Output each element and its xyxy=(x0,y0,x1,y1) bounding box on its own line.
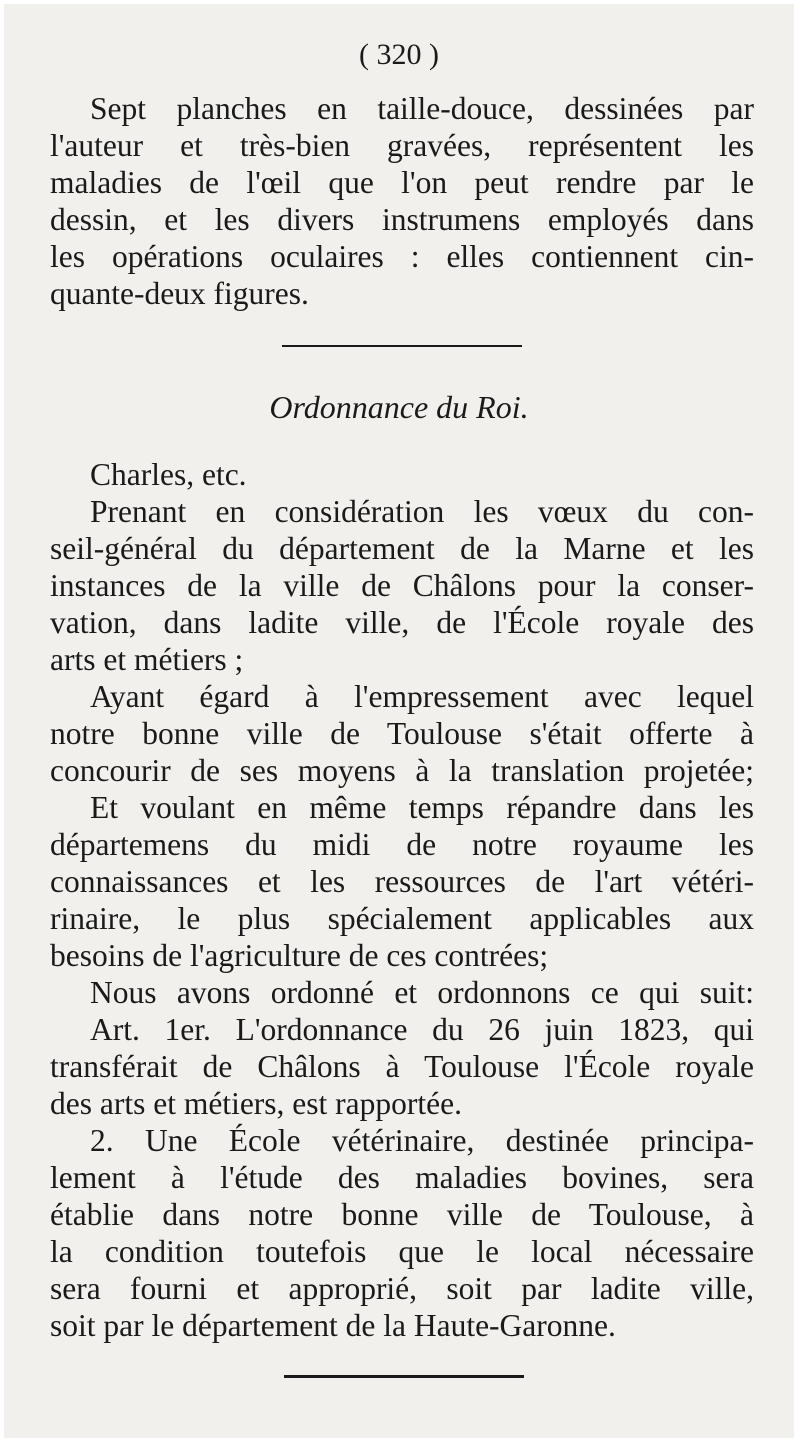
text-line: rinaire, le plus spécialement applicables aux xyxy=(50,901,754,936)
text-line: concourir de ses moyens à la translation projetée; xyxy=(50,753,754,788)
text-line: besoins de l'agriculture de ces contrées; xyxy=(50,938,549,973)
text-line: des arts et métiers, est rapportée. xyxy=(50,1086,462,1121)
text-line: maladies de l'œil que l'on peut rendre par le xyxy=(50,165,754,200)
text-line: connaissances et les ressources de l'art vétéri- xyxy=(50,864,754,899)
text-line: établie dans notre bonne ville de Toulouse, à xyxy=(50,1197,754,1232)
end-divider xyxy=(284,1375,524,1378)
text-line: l'auteur et très-bien gravées, représentent les xyxy=(50,128,754,163)
text-line: sera fourni et approprié, soit par ladite ville, xyxy=(50,1271,754,1306)
text-line: Et voulant en même temps répandre dans les xyxy=(90,790,754,825)
text-line: transférait de Châlons à Toulouse l'École royale xyxy=(50,1049,754,1084)
text-line: Ayant égard à l'empressement avec lequel xyxy=(90,679,754,714)
text-line: Sept planches en taille-douce, dessinées par xyxy=(90,91,754,126)
text-line: arts et métiers ; xyxy=(50,642,244,677)
text-line: départemens du midi de notre royaume les xyxy=(50,827,754,862)
text-line: Nous avons ordonné et ordonnons ce qui suit: xyxy=(90,975,754,1010)
page-number: ( 320 ) xyxy=(359,38,439,71)
text-line: vation, dans ladite ville, de l'École royale des xyxy=(50,605,754,640)
text-line: notre bonne ville de Toulouse s'était offerte à xyxy=(50,716,754,751)
book-page xyxy=(4,4,794,1438)
text-line: Prenant en considération les vœux du con- xyxy=(90,494,754,529)
text-line: instances de la ville de Châlons pour la conser- xyxy=(50,568,754,603)
text-line: Art. 1er. L'ordonnance du 26 juin 1823, qui xyxy=(90,1012,754,1047)
section-divider xyxy=(282,345,522,347)
text-line: quante-deux figures. xyxy=(50,276,309,311)
text-line: la condition toutefois que le local nécessaire xyxy=(50,1234,754,1269)
text-line: dessin, et les divers instrumens employés dans xyxy=(50,202,754,237)
salutation: Charles, etc. xyxy=(90,457,247,492)
section-heading: Ordonnance du Roi. xyxy=(269,389,529,425)
text-line: soit par le département de la Haute-Garonne. xyxy=(50,1308,616,1343)
ordinance-body xyxy=(50,456,754,1344)
paragraph-plates xyxy=(50,90,754,312)
text-line: les opérations oculaires : elles contiennent cin- xyxy=(50,239,754,274)
text-line: seil-général du département de la Marne et les xyxy=(50,531,754,566)
text-line: 2. Une École vétérinaire, destinée principa- xyxy=(90,1123,754,1158)
text-line: lement à l'étude des maladies bovines, sera xyxy=(50,1160,754,1195)
